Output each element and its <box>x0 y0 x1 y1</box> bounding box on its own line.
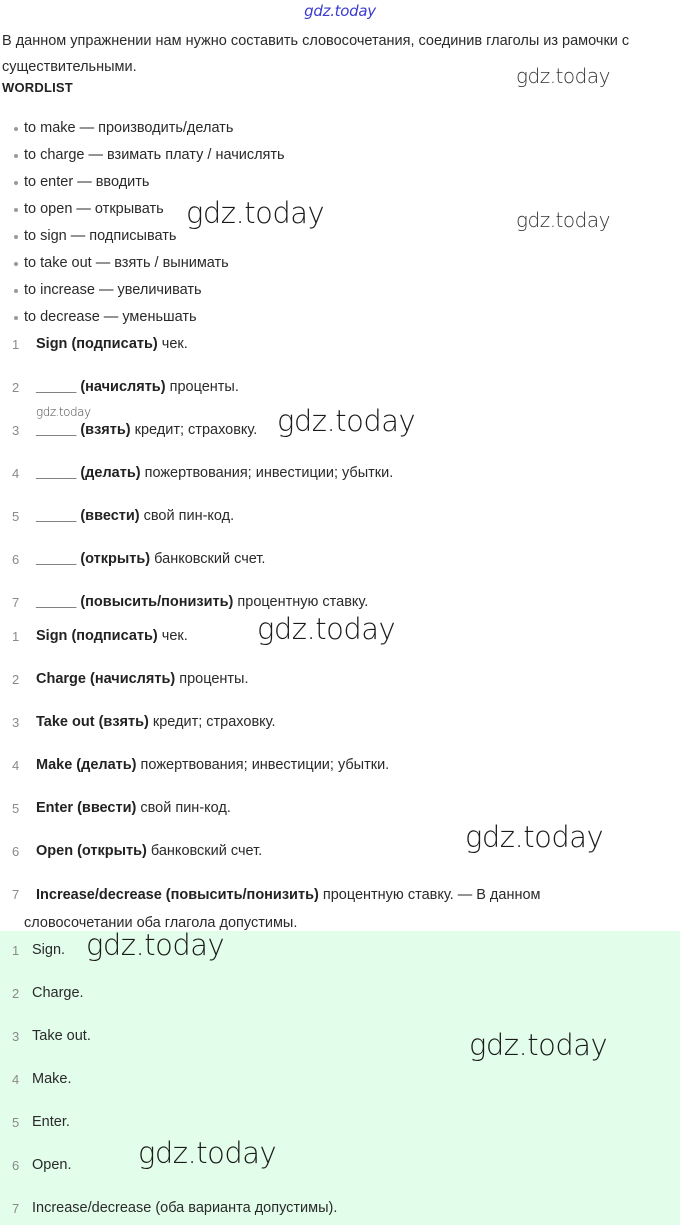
item-number: 5 <box>12 509 20 524</box>
item-number: 7 <box>12 595 20 610</box>
item-rest: проценты. <box>175 671 249 687</box>
short-answer-item <box>0 1144 680 1187</box>
answer-list <box>0 615 680 933</box>
answer-item <box>0 873 680 933</box>
item-rest: свой пин-код. <box>136 800 231 816</box>
item-rest: проценты. <box>165 379 239 395</box>
watermark: gdz.today <box>277 404 416 438</box>
item-number: 5 <box>12 801 20 816</box>
item-verb: _____ (ввести) <box>36 508 140 524</box>
item-text: Open. <box>32 1157 72 1173</box>
item-rest: банковский счет. <box>146 843 263 859</box>
item-text: Enter. <box>32 1114 70 1130</box>
exercise-item <box>0 366 680 409</box>
exercise-item <box>0 538 680 581</box>
item-verb: Increase/decrease (повысить/понизить) <box>36 887 319 903</box>
watermark: gdz.today <box>138 1136 277 1170</box>
short-answer-list <box>0 929 680 1230</box>
item-number: 6 <box>12 552 20 567</box>
item-number: 1 <box>12 943 20 958</box>
item-number: 3 <box>12 423 20 438</box>
short-answer-item <box>0 1101 680 1144</box>
item-verb: Make (делать) <box>36 757 137 773</box>
item-rest: свой пин-код. <box>139 508 235 524</box>
exercise-item <box>0 323 680 366</box>
item-number: 3 <box>12 715 20 730</box>
item-text: Charge. <box>32 985 84 1001</box>
wordlist-item: to sign — подписывать <box>12 223 612 250</box>
wordlist-item: to open — открывать <box>12 196 612 223</box>
item-rest: чек. <box>157 336 188 352</box>
item-rest: кредит; страховку. <box>130 422 258 438</box>
item-number: 6 <box>12 1158 20 1173</box>
item-text: Take out. <box>32 1028 91 1044</box>
item-number: 4 <box>12 1072 20 1087</box>
short-answer-item <box>0 1058 680 1101</box>
item-number: 4 <box>12 466 20 481</box>
intro-text: В данном упражнении нам нужно составить словосочетания, соединив глаголы из рамочки с существительными. <box>2 33 630 75</box>
item-verb: _____ (открыть) <box>36 551 151 567</box>
short-answer-item <box>0 972 680 1015</box>
item-verb: Charge (начислять) <box>36 671 176 687</box>
item-rest: кредит; страховку. <box>148 714 276 730</box>
item-number: 2 <box>12 986 20 1001</box>
watermark: gdz.today <box>469 1028 608 1062</box>
wordlist-item: to charge — взимать плату / начислять <box>12 142 612 169</box>
watermark: gdz.today <box>186 196 325 230</box>
item-text: Increase/decrease (оба варианта допустимы). <box>32 1200 338 1216</box>
item-text: Sign. <box>32 942 66 958</box>
item-verb: Enter (ввести) <box>36 800 137 816</box>
item-number: 1 <box>12 629 20 644</box>
item-rest: банковский счет. <box>150 551 266 567</box>
item-verb: Sign (подписать) <box>36 336 158 352</box>
exercise-item <box>0 452 680 495</box>
watermark: gdz.today <box>465 820 604 854</box>
item-number: 6 <box>12 844 20 859</box>
wordlist-item: to decrease — уменьшать <box>12 304 612 331</box>
item-number: 2 <box>12 380 20 395</box>
item-number: 2 <box>12 672 20 687</box>
item-number: 7 <box>12 1201 20 1216</box>
item-rest: процентную ставку. <box>233 594 369 610</box>
answer-item <box>0 744 680 787</box>
wordlist-item: to increase — увеличивать <box>12 277 612 304</box>
item-number: 3 <box>12 1029 20 1044</box>
item-number: 1 <box>12 337 20 352</box>
item-verb: _____ (взять) <box>36 422 131 438</box>
item-verb: Take out (взять) <box>36 714 149 730</box>
wordlist-heading: WORDLIST <box>2 80 73 95</box>
item-verb: _____ (начислять) <box>36 379 166 395</box>
watermark: gdz.today <box>257 612 396 646</box>
item-number: 7 <box>12 887 20 902</box>
item-verb: _____ (повысить/понизить) <box>36 594 234 610</box>
exercise-item <box>0 495 680 538</box>
exercise-list <box>0 323 680 624</box>
watermark: gdz.today <box>36 405 91 419</box>
item-rest: пожертвования; инвестиции; убытки. <box>140 465 394 481</box>
watermark: gdz.today <box>516 208 610 232</box>
item-rest: пожертвования; инвестиции; убытки. <box>136 757 390 773</box>
site-title[interactable]: gdz.today <box>304 2 376 20</box>
wordlist-item: to make — производить/делать <box>12 115 612 142</box>
item-verb: Open (открыть) <box>36 843 147 859</box>
wordlist-item: to enter — вводить <box>12 169 612 196</box>
item-number: 5 <box>12 1115 20 1130</box>
short-answer-item <box>0 1187 680 1230</box>
item-rest: чек. <box>157 628 188 644</box>
watermark: gdz.today <box>516 64 610 88</box>
item-continuation: словосочетании оба глагола допустимы. <box>24 915 298 931</box>
watermark: gdz.today <box>86 928 225 962</box>
item-verb: _____ (делать) <box>36 465 141 481</box>
answer-item <box>0 701 680 744</box>
item-rest: процентную ставку. — В данном <box>318 887 541 903</box>
answer-item <box>0 658 680 701</box>
wordlist-item: to take out — взять / вынимать <box>12 250 612 277</box>
item-text: Make. <box>32 1071 72 1087</box>
item-verb: Sign (подписать) <box>36 628 158 644</box>
item-number: 4 <box>12 758 20 773</box>
